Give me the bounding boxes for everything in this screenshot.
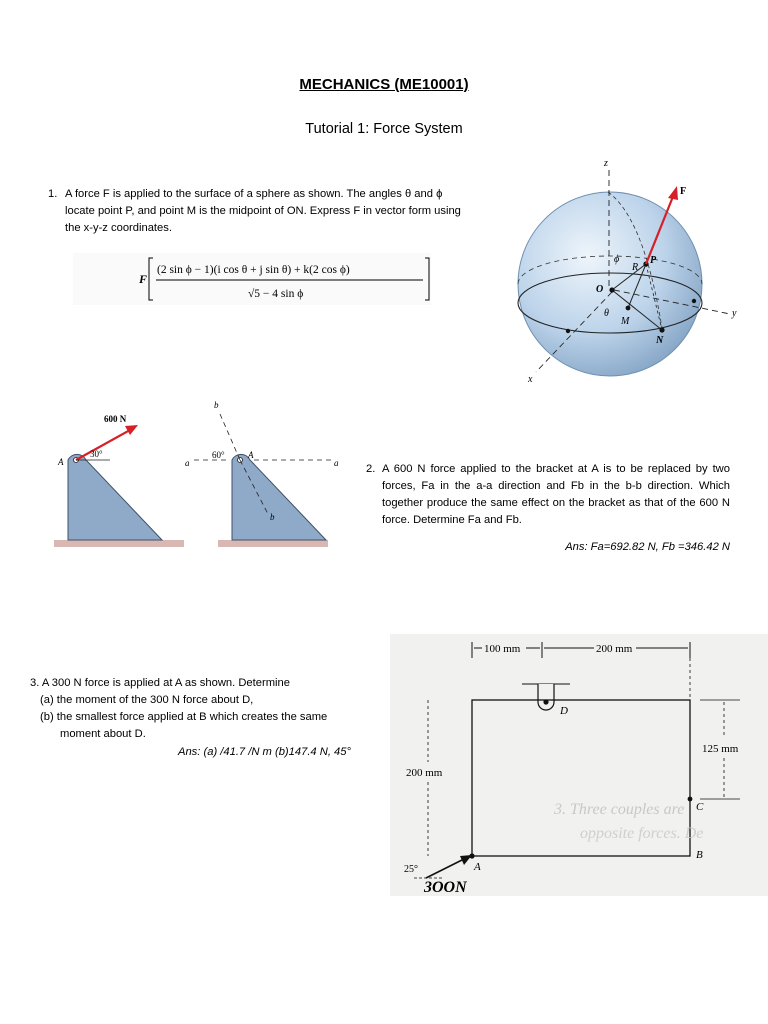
label-phi: ϕ [614,254,620,265]
tutorial-subtitle: Tutorial 1: Force System [305,121,463,137]
label-r: R [632,262,639,273]
label-theta: θ [604,308,609,319]
formula-numerator: (2 sin ϕ − 1)(i cos θ + j sin θ) + k(2 cos ϕ) [157,264,350,276]
sphere-shape [518,192,702,376]
label-60deg: 60° [212,450,225,460]
page-title: MECHANICS (ME10001) [299,76,469,93]
question-3-intro: 3. A 300 N force is applied at A as shown. Determine [30,677,290,689]
label-30deg: 30° [90,449,103,459]
label-b-bottom: b [270,512,275,522]
ground-right [218,540,328,547]
label-y: y [732,308,737,319]
label-p: P [650,255,657,266]
question-1 [48,186,468,237]
question-3 [30,675,390,743]
label-m: M [621,316,630,327]
question-2-text: A 600 N force applied to the bracket at A is to be replaced by two forces, Fa in the a-a direction and Fb in the b-b direction. Which together produce the same effect on the bracket as that of the 600 N force. Determine Fa and Fb. [382,463,730,526]
question-2-answer: Ans: Fa=692.82 N, Fb =346.42 N [565,541,730,553]
label-a-point-right: A [248,450,254,460]
label-n: N [656,335,664,346]
formula-denominator: √5 − 4 sin ϕ [248,288,304,300]
plate-figure [390,634,768,896]
label-c: C [696,801,704,813]
label-o: O [596,284,604,295]
dim-200mm-left: 200 mm [406,767,443,779]
label-a-right: a [334,458,339,468]
label-f: F [680,186,687,197]
formula-1 [73,253,431,305]
dim-200mm-top: 200 mm [596,643,633,655]
ground-left [54,540,184,547]
svg-text:3. Three couples are: 3. Three couples are [554,801,685,818]
question-1-text: A force F is applied to the surface of a sphere as shown. The angles θ and ϕ locate point P, and point M is the midpoint of ON. Express F in vector form using the x-y-z coordinates. [65,188,461,234]
question-3-part-b: (b) the smallest force applied at B which creates the same [40,711,328,723]
label-a-left: a [185,458,190,468]
label-b: B [696,849,703,861]
label-x: x [528,374,533,385]
label-25deg: 25° [404,864,418,875]
question-2 [366,461,730,529]
question-1-number: 1. [48,188,58,200]
force-600-arrow [76,430,130,460]
svg-text:opposite forces. De: opposite forces. De [580,825,704,842]
label-a-point-left: A [58,457,64,467]
label-600n: 600 N [104,414,127,424]
sphere-figure [494,158,750,388]
question-3-part-a: (a) the moment of the 300 N force about D, [40,694,254,706]
bracket-figure [54,398,354,550]
question-3-answer: Ans: (a) /41.7 /N m (b)147.4 N, 45° [178,746,351,758]
label-b-top: b [214,400,219,410]
label-300n: 3OON [424,879,467,896]
bracket-left [68,454,162,540]
formula-prefix: F [139,272,148,286]
label-a: A [474,861,481,873]
bracket-right [232,454,326,540]
question-2-number: 2. [366,463,376,475]
dim-100mm: 100 mm [484,643,521,655]
label-d: D [560,705,568,717]
question-3-part-b-cont: moment about D. [60,728,146,740]
dim-125mm: 125 mm [702,743,739,755]
label-z: z [604,158,608,169]
